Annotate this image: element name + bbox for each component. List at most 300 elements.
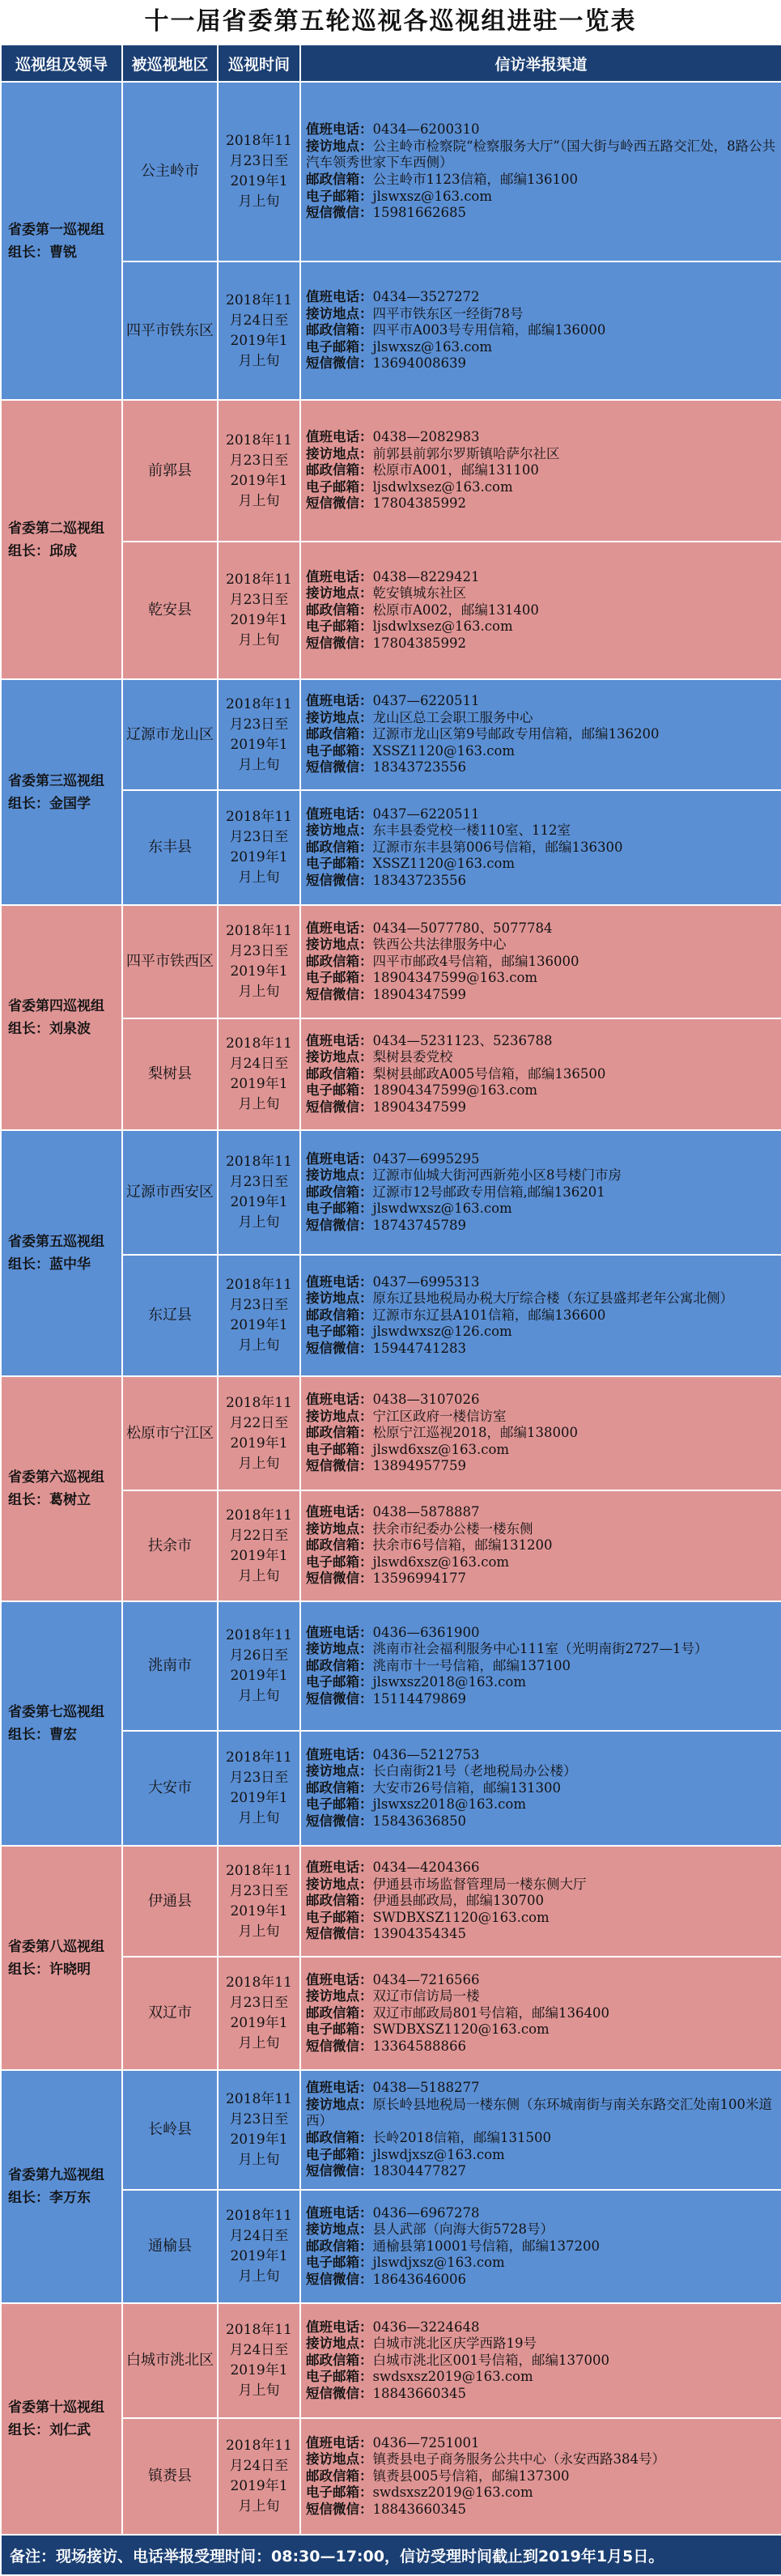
table-row [1,1376,781,1490]
channel-label: 接访地点： [306,2096,373,2112]
channel-value: 松原宁江巡视2018，邮编138000 [372,1425,578,1441]
channel-label: 短信微信： [306,1571,373,1587]
time-line: 2019年1 [230,1902,288,1919]
channel-duty-phone [306,806,776,823]
channel-label: 接访地点： [306,823,373,839]
time-line: 月上旬 [238,632,280,648]
channel-label: 值班电话： [306,693,373,709]
channel-value: 前郭县前郭尔罗斯镇哈萨尔社区 [372,445,560,461]
table-row [1,400,781,542]
channel-value: 13596994177 [372,1571,466,1587]
channel-sms [306,2502,776,2519]
channel-mailbox [306,1537,776,1554]
district-name: 长岭县 [148,2121,192,2138]
channel-value: XSSZ1120@163.com [372,856,516,872]
channel-label: 接访地点： [306,1641,373,1657]
district-name: 辽源市龙山区 [126,725,214,743]
channel-label: 值班电话： [306,289,373,305]
district-name: 通榆县 [148,2238,192,2255]
channel-value: 辽源市12号邮政专用信箱,邮编136201 [372,1184,605,1200]
channel-value: 0438—5878887 [372,1504,480,1520]
channel-label: 短信微信： [306,1340,373,1356]
channel-value: jlswdwxsz@126.com [372,1324,512,1340]
channel-mailbox [306,954,776,971]
channel-sms [306,1813,776,1830]
header-group: 巡视组及领导 [1,45,122,82]
channel-value: 白城市洮北区庆学西路19号 [372,2336,537,2352]
group-name: 省委第一巡视组 [8,221,104,238]
channel-value: 18904347599 [372,986,466,1002]
channel-sms [306,2038,776,2055]
channel-label: 邮政信箱： [306,953,373,969]
channel-label: 邮政信箱： [306,1307,373,1323]
channel-reception [306,2451,776,2468]
channel-label: 邮政信箱： [306,601,373,618]
channel-label: 短信微信： [306,1099,373,1115]
channel-label: 接访地点： [306,2451,373,2468]
time-line: 2018年11 [226,2322,292,2338]
time-cell [218,1957,300,2070]
table-row [1,2070,781,2190]
channel-email [306,2485,776,2502]
channels-cell [300,1846,781,1957]
channel-email [306,1082,776,1099]
table-row [1,679,781,790]
channel-value: 0437—6995295 [372,1150,480,1167]
channel-sms [306,759,776,776]
channel-label: 电子邮箱： [306,856,373,872]
district-cell [122,261,218,400]
channel-label: 值班电话： [306,121,373,138]
district-name: 乾安县 [148,601,192,618]
group-leader: 组长：李万东 [8,2190,91,2206]
district-cell [122,1376,218,1490]
district-cell [122,905,218,1018]
district-name: 东辽县 [148,1307,192,1324]
channel-label: 短信微信： [306,1813,373,1829]
channel-mailbox [306,1893,776,1910]
district-cell [122,400,218,542]
time-line: 2018年11 [226,1862,292,1879]
district-cell [122,679,218,790]
channel-value: 松原市A001，邮编131100 [372,462,539,478]
channel-label: 接访地点： [306,937,373,953]
channel-email [306,970,776,987]
channel-value: 铁西公共法律服务中心 [372,937,507,953]
channel-mailbox [306,2238,776,2255]
time-line: 月上旬 [238,1923,280,1940]
channel-value: 13904354345 [372,1926,466,1942]
header-time: 巡视时间 [218,45,300,82]
channel-mailbox [306,2130,776,2147]
channel-value: jlswdwxsz@163.com [372,1201,512,1217]
time-line: 月上旬 [238,1688,280,1704]
table-row [1,82,781,261]
channel-duty-phone [306,429,776,446]
channel-value: jlswd6xsz@163.com [372,1554,510,1570]
channel-value: 四平市A003号专用信箱，邮编136000 [372,322,606,338]
channel-label: 邮政信箱： [306,1425,373,1441]
channel-reception [306,2097,776,2130]
channel-value: 洮南市十一号信箱，邮编137100 [372,1657,571,1673]
group-leader: 组长：曹锐 [8,244,77,261]
channels-cell [300,1601,781,1731]
channel-label: 电子邮箱： [306,188,373,204]
channel-mailbox [306,726,776,743]
channel-value: 0436—6967278 [372,2204,480,2221]
time-line: 2019年1 [230,2132,288,2148]
time-line: 2018年11 [226,291,292,308]
channel-value: 公主岭市检察院“检察服务大厅”（国大街与岭西五路交汇处，8路公共汽车领秀世家下车西侧） [306,138,776,171]
channel-email [306,2021,776,2038]
channel-label: 值班电话： [306,2319,373,2335]
time-line: 2019年1 [230,1547,288,1564]
channel-reception [306,937,776,954]
time-line: 2018年11 [226,809,292,825]
channel-value: 0438—5188277 [372,2080,480,2096]
channel-value: 0436—7251001 [372,2434,480,2451]
channel-label: 值班电话： [306,806,373,822]
channel-label: 邮政信箱： [306,1779,373,1796]
channel-reception [306,823,776,840]
channel-label: 短信微信： [306,1217,373,1233]
time-line: 2019年1 [230,2248,288,2264]
time-line: 月23日至 [229,153,289,169]
district-cell [122,2303,218,2418]
channel-mailbox [306,1658,776,1675]
channel-label: 短信微信： [306,2038,373,2054]
channel-value: 0436—3224648 [372,2319,480,2335]
channel-value: swdsxsz2019@163.com [372,2485,533,2501]
time-cell [218,2303,300,2418]
group-cell [1,1846,122,2070]
channel-mailbox [306,840,776,857]
channel-label: 值班电话： [306,1150,373,1167]
time-line: 2018年11 [226,695,292,712]
channel-label: 短信微信： [306,872,373,888]
channel-label: 邮政信箱： [306,322,373,338]
channel-email [306,2369,776,2386]
group-leader: 组长：刘仁武 [8,2422,91,2438]
channel-value: SWDBXSZ1120@163.com [372,1909,550,1925]
time-line: 月23日至 [229,943,289,959]
district-name: 辽源市西安区 [126,1184,214,1201]
channel-sms [306,1691,776,1708]
channel-value: 17804385992 [372,495,466,512]
district-name: 东丰县 [148,839,192,856]
channel-label: 邮政信箱： [306,1065,373,1082]
time-line: 2019年1 [230,612,288,628]
channels-cell [300,2303,781,2418]
channel-reception [306,1409,776,1426]
channel-value: 0438—3107026 [372,1392,480,1408]
channel-value: 13364588866 [372,2038,466,2054]
channel-label: 电子邮箱： [306,618,373,635]
time-line: 2019年1 [230,2478,288,2494]
district-name: 前郭县 [148,461,192,479]
channel-value: jlswxsz@163.com [372,338,493,355]
district-name: 梨树县 [148,1065,192,1082]
channel-label: 值班电话： [306,2080,373,2096]
channel-value: 0434—5231123、5236788 [372,1032,553,1048]
channels-cell [300,679,781,790]
channel-label: 邮政信箱： [306,172,373,187]
channel-label: 接访地点： [306,1049,373,1065]
time-line: 月23日至 [229,1297,289,1313]
channel-label: 接访地点： [306,305,373,321]
channel-value: 扶余市纪委办公楼一楼东侧 [372,1520,533,1537]
channel-label: 邮政信箱： [306,1657,373,1673]
time-line: 2019年1 [230,963,288,980]
channel-email [306,339,776,356]
channel-duty-phone [306,1972,776,1989]
channel-value: 公主岭市1123信箱，邮编136100 [372,172,578,187]
channel-sms [306,987,776,1004]
time-cell [218,2190,300,2303]
time-line: 月23日至 [229,716,289,733]
channels-cell [300,2418,781,2535]
time-cell [218,82,300,261]
channel-sms [306,873,776,890]
district-name: 镇赉县 [148,2468,192,2485]
table-row [1,2303,781,2418]
group-name: 省委第三巡视组 [8,772,104,789]
channel-reception [306,1877,776,1894]
channel-value: 龙山区总工会职工服务中心 [372,709,533,725]
time-line: 2018年11 [226,1394,292,1411]
channel-email [306,1796,776,1813]
channel-sms [306,1926,776,1943]
channels-cell [300,1957,781,2070]
time-line: 月上旬 [238,756,280,773]
channel-value: 乾安镇城东社区 [372,585,466,601]
channel-sms [306,1099,776,1116]
channels-cell [300,82,781,261]
channel-reception [306,1290,776,1307]
channel-duty-phone [306,2205,776,2222]
channel-reception [306,446,776,463]
time-line: 2018年11 [226,1154,292,1170]
channel-value: jlswdjxsz@163.com [372,2255,505,2271]
time-cell [218,679,300,790]
channel-label: 值班电话： [306,1392,373,1408]
channel-value: 原东辽县地税局办税大厅综合楼（东辽县盛邦老年公寓北侧） [372,1290,733,1307]
group-cell [1,1376,122,1601]
district-cell [122,2418,218,2535]
channel-label: 接访地点： [306,1763,373,1779]
channel-mailbox [306,1780,776,1797]
channel-email [306,1324,776,1341]
channel-value: 长白南街21号（老地税局办公楼） [372,1763,577,1779]
group-cell [1,1601,122,1846]
channels-cell [300,1731,781,1846]
channel-value: 宁江区政府一楼信访室 [372,1408,507,1424]
channel-value: 辽源市东辽县A101信箱，邮编136600 [372,1307,606,1323]
channel-label: 电子邮箱： [306,2255,373,2271]
group-leader: 组长：刘泉波 [8,1021,91,1037]
channel-duty-phone [306,1860,776,1877]
group-leader: 组长：蓝中华 [8,1256,91,1273]
channel-reception [306,138,776,172]
channel-label: 接访地点： [306,1290,373,1307]
district-cell [122,82,218,261]
channel-sms [306,2386,776,2403]
time-line: 2019年1 [230,332,288,349]
group-cell [1,1130,122,1376]
channel-duty-phone [306,289,776,306]
time-line: 月22日至 [229,1414,289,1431]
time-cell [218,1376,300,1490]
channel-mailbox [306,172,776,189]
group-leader: 组长：邱成 [8,542,77,559]
channel-sms [306,2272,776,2289]
time-line: 2018年11 [226,923,292,939]
time-line: 2018年11 [226,133,292,149]
channel-value: 洮南市社会福利服务中心111室（光明南街2727—1号） [372,1641,708,1657]
channel-label: 短信微信： [306,495,373,512]
channel-value: 白城市洮北区001号信箱，邮编137000 [372,2352,609,2368]
channel-email [306,1442,776,1459]
channel-label: 电子邮箱： [306,1796,373,1813]
group-name: 省委第九巡视组 [8,2167,104,2183]
channel-label: 值班电话： [306,568,373,584]
channel-label: 邮政信箱： [306,2238,373,2254]
time-line: 2019年1 [230,1194,288,1210]
footer-row [1,2535,781,2575]
channel-email [306,743,776,760]
time-cell [218,542,300,679]
channel-email [306,1674,776,1691]
group-name: 省委第四巡视组 [8,998,104,1014]
time-line: 2018年11 [226,1627,292,1643]
time-line: 月24日至 [229,2228,289,2244]
group-name: 省委第十巡视组 [8,2400,104,2416]
district-cell [122,2070,218,2190]
channel-sms [306,1458,776,1475]
district-name: 伊通县 [148,1892,192,1910]
time-line: 月24日至 [229,2458,289,2474]
channel-label: 值班电话： [306,2434,373,2451]
time-line: 2019年1 [230,1435,288,1452]
channel-value: 双辽市信访局一楼 [372,1988,480,2004]
channel-label: 邮政信箱： [306,1184,373,1200]
channel-duty-phone [306,1747,776,1764]
time-line: 月23日至 [229,1174,289,1190]
channel-label: 电子邮箱： [306,742,373,759]
time-line: 月上旬 [238,2383,280,2399]
channels-cell [300,400,781,542]
channel-label: 邮政信箱： [306,1893,373,1909]
time-line: 2019年1 [230,1317,288,1333]
channel-label: 值班电话： [306,1032,373,1048]
group-cell [1,82,122,400]
time-line: 月23日至 [229,2111,289,2128]
channel-value: 县人武部（向海大街5728号） [372,2221,554,2238]
channel-label: 短信微信： [306,635,373,651]
channel-email [306,2255,776,2272]
channel-label: 接访地点： [306,2221,373,2238]
time-line: 2018年11 [226,2438,292,2454]
channel-label: 值班电话： [306,1746,373,1762]
channel-value: ljsdwlxsez@163.com [372,618,513,635]
channel-reception [306,1049,776,1066]
time-cell [218,1846,300,1957]
channel-label: 邮政信箱： [306,2130,373,2145]
channel-value: 18843660345 [372,2501,466,2517]
group-cell [1,2070,122,2303]
channel-label: 电子邮箱： [306,1201,373,1217]
time-cell [218,790,300,905]
channel-label: 短信微信： [306,759,373,776]
channel-value: 通榆县第10001号信箱，邮编137200 [372,2238,600,2254]
district-cell [122,1731,218,1846]
channel-value: 18904347599@163.com [372,1082,538,1099]
district-name: 扶余市 [148,1537,192,1554]
channel-duty-phone [306,1274,776,1291]
channel-value: 扶余市6号信箱，邮编131200 [372,1537,553,1554]
channel-duty-phone [306,1625,776,1642]
channel-value: 0437—6220511 [372,806,480,822]
channel-label: 电子邮箱： [306,2369,373,2385]
channel-label: 电子邮箱： [306,338,373,355]
channel-value: swdsxsz2019@163.com [372,2369,533,2385]
channel-duty-phone [306,2080,776,2097]
channel-label: 接访地点： [306,1876,373,1892]
channel-reception [306,1521,776,1538]
time-cell [218,261,300,400]
channel-value: 15944741283 [372,1340,466,1356]
channel-duty-phone [306,2319,776,2336]
table-row [1,1130,781,1255]
time-line: 2019年1 [230,849,288,865]
channel-label: 值班电话： [306,2204,373,2221]
channel-label: 接访地点： [306,1520,373,1537]
channels-cell [300,1376,781,1490]
channels-cell [300,1490,781,1601]
channel-value: 双辽市邮政局801号信箱，邮编136400 [372,2004,609,2021]
district-cell [122,1130,218,1255]
channel-email [306,856,776,873]
district-cell [122,1490,218,1601]
channel-label: 电子邮箱： [306,2146,373,2162]
channel-email [306,479,776,496]
district-name: 大安市 [148,1779,192,1796]
time-cell [218,400,300,542]
channel-label: 电子邮箱： [306,2485,373,2501]
channel-reception [306,585,776,602]
channel-value: 伊通县市场监督管理局一楼东侧大厅 [372,1876,587,1892]
group-leader: 组长：葛树立 [8,1492,91,1508]
time-line: 2019年1 [230,472,288,489]
channel-email [306,1201,776,1218]
channel-value: 18343723556 [372,759,466,776]
channel-reception [306,1763,776,1780]
time-line: 月24日至 [229,2342,289,2358]
channel-label: 电子邮箱： [306,1909,373,1925]
inspection-table [0,44,781,2576]
time-line: 2019年1 [230,736,288,753]
channel-label: 短信微信： [306,1458,373,1474]
table-header-row [1,45,781,82]
channel-mailbox [306,2005,776,2022]
channel-label: 短信微信： [306,986,373,1002]
channel-value: 镇赉县电子商务服务公共中心（永安西路384号） [372,2451,665,2468]
time-line: 2018年11 [226,1277,292,1293]
channel-sms [306,205,776,222]
channel-label: 电子邮箱： [306,970,373,986]
time-line: 月上旬 [238,1810,280,1826]
time-cell [218,1018,300,1130]
